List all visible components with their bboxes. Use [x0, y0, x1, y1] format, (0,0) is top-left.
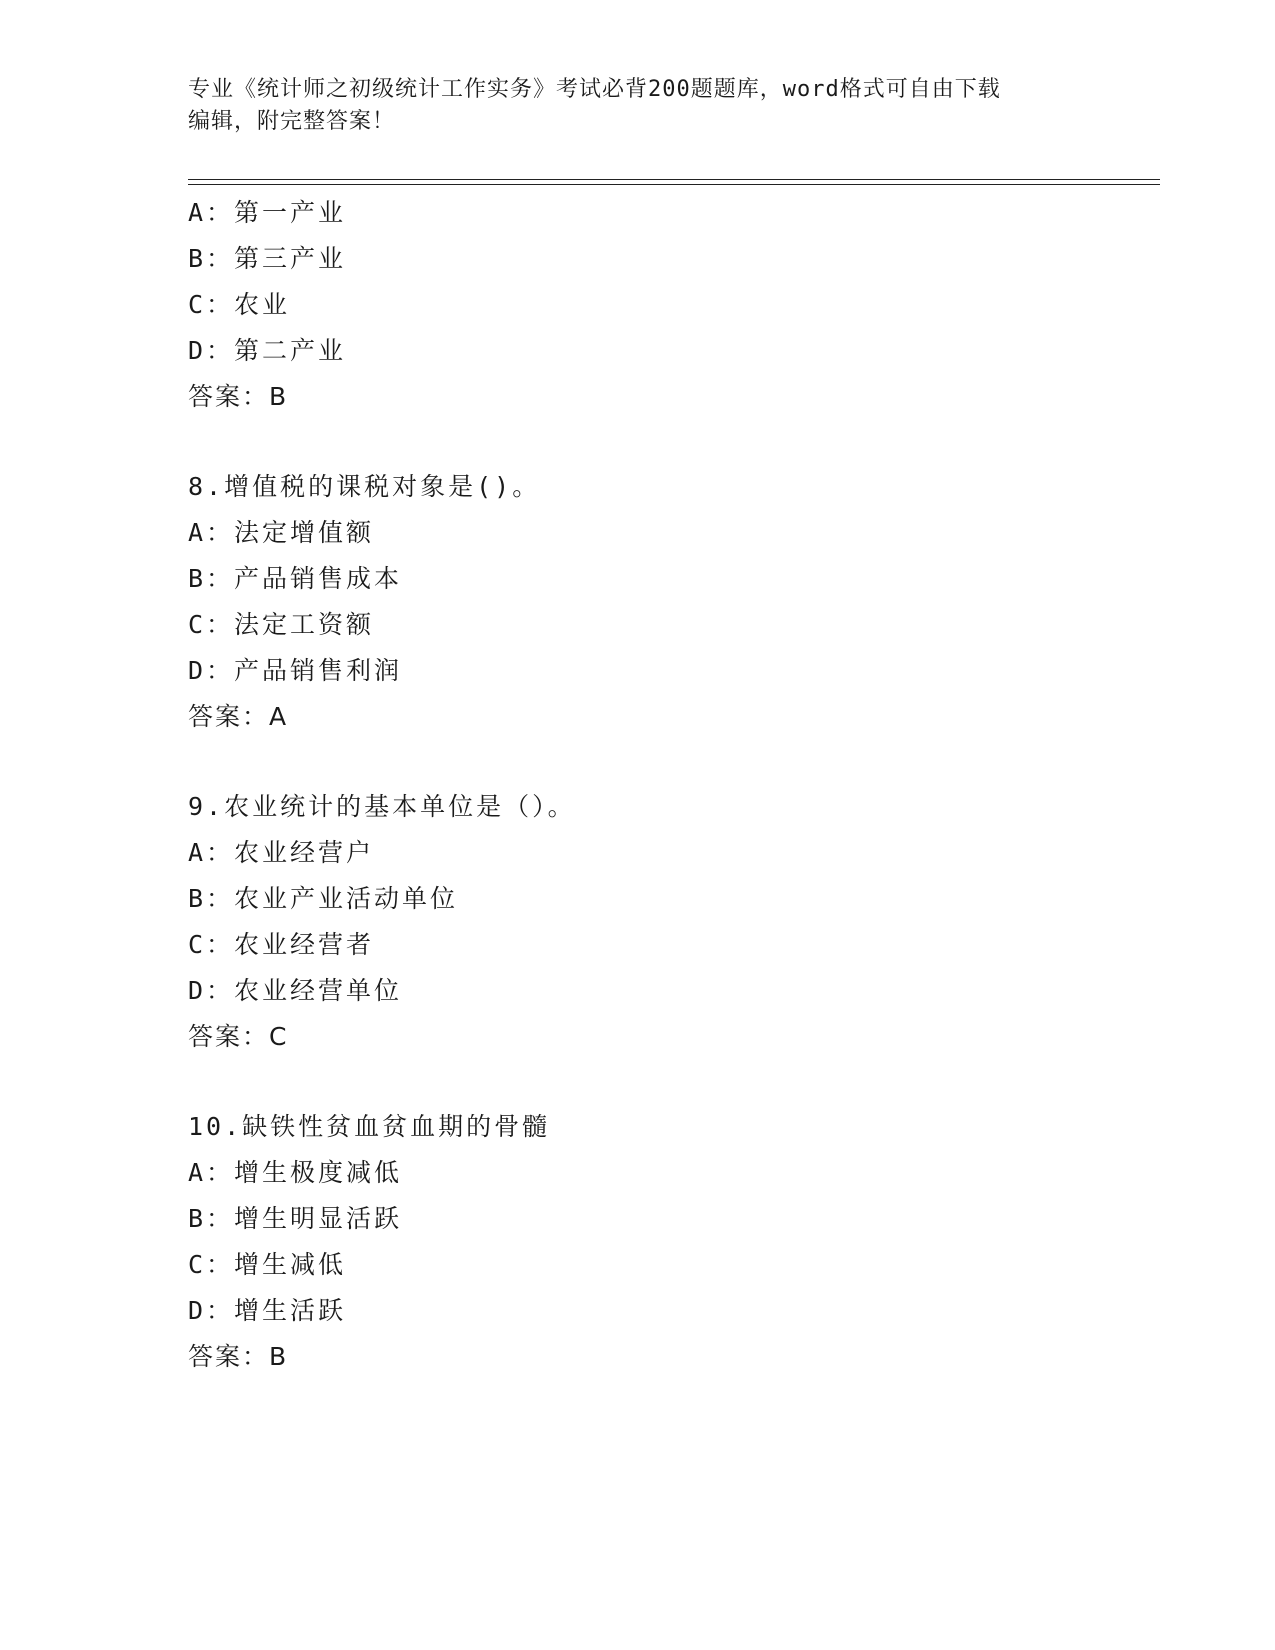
question-title: 8.增值税的课税对象是()。 — [188, 472, 541, 501]
option-d: D：增生活跃 — [188, 1296, 347, 1325]
question-title: 9.农业统计的基本单位是（）。 — [188, 792, 576, 821]
option-a: A：第一产业 — [188, 198, 347, 227]
header-line-1: 专业《统计师之初级统计工作实务》考试必背200题题库，word格式可自由下载 — [188, 77, 1001, 102]
option-b: B：产品销售成本 — [188, 564, 403, 593]
option-a: A：农业经营户 — [188, 838, 375, 867]
option-a: A：增生极度减低 — [188, 1158, 403, 1187]
answer-label: 答案：A — [188, 702, 289, 731]
question-list — [188, 190, 1148, 1380]
question-block-7 — [188, 190, 1148, 420]
question-block-9 — [188, 784, 1148, 1060]
header-divider-top — [188, 179, 1160, 180]
option-c: C：法定工资额 — [188, 610, 375, 639]
question-block-8 — [188, 464, 1148, 740]
option-d: D：产品销售利润 — [188, 656, 403, 685]
option-b: B：农业产业活动单位 — [188, 884, 459, 913]
option-b: B：第三产业 — [188, 244, 347, 273]
question-block-10 — [188, 1104, 1148, 1380]
header-divider-bottom — [188, 184, 1160, 185]
answer-label: 答案：B — [188, 1342, 289, 1371]
option-a: A：法定增值额 — [188, 518, 375, 547]
option-d: D：农业经营单位 — [188, 976, 403, 1005]
question-title: 10.缺铁性贫血贫血期的骨髓 — [188, 1112, 551, 1141]
answer-label: 答案：C — [188, 1022, 289, 1051]
option-b: B：增生明显活跃 — [188, 1204, 403, 1233]
option-c: C：农业经营者 — [188, 930, 375, 959]
answer-label: 答案：B — [188, 382, 289, 411]
header-line-2: 编辑，附完整答案！ — [188, 109, 396, 134]
document-header — [188, 74, 1088, 138]
option-c: C：增生减低 — [188, 1250, 347, 1279]
option-c: C：农业 — [188, 290, 291, 319]
option-d: D：第二产业 — [188, 336, 347, 365]
